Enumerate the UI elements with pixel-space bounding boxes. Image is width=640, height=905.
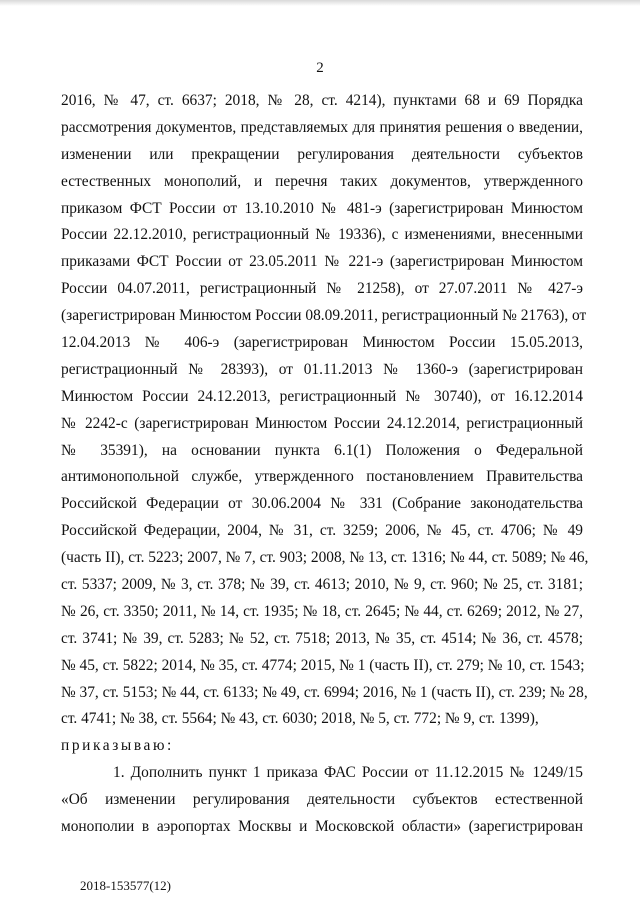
text-line: рассмотрения документов, представляемых для принятия решения о введении, xyxy=(61,118,583,136)
text-line: России 22.12.2010, регистрационный № 19336), с изменениями, внесенными xyxy=(61,226,583,244)
text-line: № 2242-с (зарегистрирован Минюстом России 24.12.2014, регистрационный xyxy=(61,414,583,432)
text-line: Минюстом России 24.12.2013, регистрационный № 30740), от 16.12.2014 xyxy=(61,387,583,405)
item-1-line: «Об изменении регулирования деятельности субъектов естественной xyxy=(61,791,583,809)
text-line: естественных монополий, и перечня таких документов, утвержденного xyxy=(61,172,583,190)
text-line: ст. 3741; № 39, ст. 5283; № 52, ст. 7518; 2013, № 35, ст. 4514; № 36, ст. 4578; xyxy=(61,629,583,647)
text-line: ст. 5337; 2009, № 3, ст. 378; № 39, ст. 4613; 2010, № 9, ст. 960; № 25, ст. 3181; xyxy=(61,576,583,594)
text-line: приказами ФСТ России от 23.05.2011 № 221-э (зарегистрирован Минюстом xyxy=(61,253,583,271)
item-1-line: 1. Дополнить пункт 1 приказа ФАС России от 11.12.2015 № 1249/15 xyxy=(113,764,583,782)
text-line: изменении или прекращении регулирования деятельности субъектов xyxy=(61,145,583,163)
text-line: (часть II), ст. 5223; 2007, № 7, ст. 903; 2008, № 13, ст. 1316; № 44, ст. 5089; № 46, xyxy=(61,549,589,567)
text-line: 2016, № 47, ст. 6637; 2018, № 28, ст. 4214), пунктами 68 и 69 Порядка xyxy=(61,92,583,109)
document-footer-code: 2018-153577(12) xyxy=(80,878,171,893)
text-line: Российской Федерации, 2004, № 31, ст. 3259; 2006, № 45, ст. 4706; № 49 xyxy=(61,522,583,540)
text-line: № 37, ст. 5153; № 44, ст. 6133; № 49, ст. 6994; 2016, № 1 (часть II), ст. 239; № 28, xyxy=(61,683,588,701)
text-line: № 35391), на основании пункта 6.1(1) Положения о Федеральной xyxy=(61,441,583,459)
item-1-line: монополии в аэропортах Москвы и Московской области» (зарегистрирован xyxy=(61,818,583,836)
order-word: приказываю: xyxy=(61,737,174,755)
text-line: № 45, ст. 5822; 2014, № 35, ст. 4774; 2015, № 1 (часть II), ст. 279; № 10, ст. 1543; xyxy=(61,656,585,674)
text-line: России 04.07.2011, регистрационный № 21258), от 27.07.2011 № 427-э xyxy=(61,280,583,298)
text-line: (зарегистрирован Минюстом России 08.09.2011, регистрационный № 21763), от xyxy=(61,307,587,325)
text-line: ст. 4741; № 38, ст. 5564; № 43, ст. 6030; 2018, № 5, ст. 772; № 9, ст. 1399), xyxy=(61,710,539,728)
text-line: № 26, ст. 3350; 2011, № 14, ст. 1935; № 18, ст. 2645; № 44, ст. 6269; 2012, № 27, xyxy=(61,602,583,620)
text-line: антимонопольной службе, утвержденного постановлением Правительства xyxy=(61,468,583,486)
text-line: приказом ФСТ России от 13.10.2010 № 481-э (зарегистрирован Минюстом xyxy=(61,199,583,217)
text-line: Российской Федерации от 30.06.2004 № 331 (Собрание законодательства xyxy=(61,495,583,513)
document-body xyxy=(61,88,589,841)
text-line: 12.04.2013 № 406-э (зарегистрирован Минюстом России 15.05.2013, xyxy=(61,334,583,352)
top-scan-edge xyxy=(0,0,640,6)
text-line: регистрационный № 28393), от 01.11.2013 № 1360-э (зарегистрирован xyxy=(61,360,583,378)
page-number: 2 xyxy=(316,60,324,76)
